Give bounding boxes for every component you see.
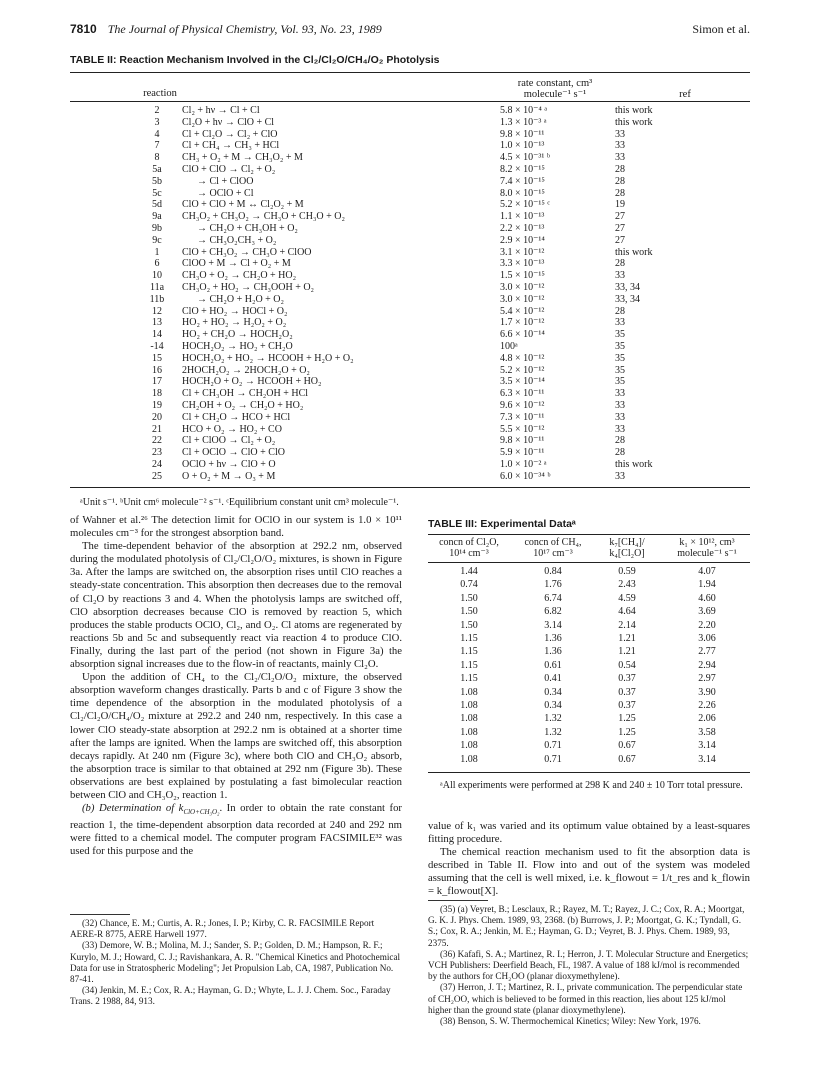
- reference: (32) Chance, E. M.; Curtis, A. R.; Jones, I. P.; Kirby, C. R. FACSIMILE Report AERE-R 8775, AERE Harwell 1977.: [70, 918, 375, 940]
- reference: (35) (a) Veyret, B.; Lesclaux, R.; Rayez, M. T.; Rayez, J. C.; Cox, R. A.; Moortgat, G. K. J. Phys. Chem. 1989, 93, 2368. (b) Burrows, J. P.; Moortgat, G. K.; Tyndall, G. S.; Cox, R. A.; Jenkin, M. E.; Hayman, G. D.; Veyret, B. J. Phys. Chem. 1989, 93, 2375.: [428, 904, 745, 948]
- table3-header-k1: [664, 537, 750, 559]
- rate-constant: 1.0 × 10⁻¹³: [500, 140, 545, 152]
- table2-row: [70, 413, 750, 424]
- reaction-number: 15: [152, 352, 162, 364]
- table3-cell: 3.14: [698, 753, 716, 765]
- table3-footnote: ᵃAll experiments were performed at 298 K and 240 ± 10 Torr total pressure.: [440, 780, 743, 791]
- right-references: [428, 904, 750, 1027]
- table3-cell: 1.15: [460, 633, 478, 644]
- reaction-equation: HOCH₂O + O₂ → HCOOH + HO₂: [182, 376, 322, 388]
- rate-constant: 4.8 × 10⁻¹²: [500, 352, 545, 364]
- table3-cell: 1.21: [618, 633, 636, 644]
- table3-cell: 1.15: [460, 673, 478, 685]
- table3-cell: 1.08: [460, 700, 478, 711]
- reaction-number: 25: [152, 470, 162, 482]
- table2-row: [70, 436, 750, 447]
- table3-cell: 6.82: [544, 606, 562, 618]
- table3-cell: 1.08: [460, 726, 478, 738]
- reaction-equation: CH₃O₂ + CH₃O₂ → CH₃O + CH₃O + O₂: [182, 211, 345, 223]
- table3-cell: 0.71: [544, 753, 562, 765]
- rate-constant: 8.0 × 10⁻¹⁵: [500, 187, 545, 199]
- reaction-equation: Cl₂O + hν → ClO + Cl: [182, 116, 275, 128]
- table3-cell: 1.44: [460, 566, 478, 577]
- table2-row: [70, 472, 750, 483]
- table2-row: [70, 366, 750, 377]
- reference-cell: 35: [615, 352, 625, 364]
- rate-constant: 100ᵃ: [500, 341, 518, 352]
- table3-cell: 1.50: [460, 606, 478, 618]
- table2-row: [70, 295, 750, 306]
- table2-row: [70, 106, 750, 117]
- reaction-number: 24: [152, 459, 162, 470]
- rate-constant: 5.2 × 10⁻¹⁵ ᶜ: [500, 199, 550, 211]
- paragraph: [70, 802, 402, 859]
- reaction-equation: ClO + HO₂ → HOCl + O₂: [182, 305, 288, 317]
- table3-cell: 0.59: [618, 566, 636, 577]
- reference-cell: 33: [615, 470, 625, 482]
- reference-cell: 28: [615, 258, 625, 270]
- table2-row: [70, 130, 750, 141]
- paragraph: The time-dependent behavior of the absorption at 292.2 nm, observed during the modulated photolysis of Cl₂/Cl₂O/O₂ mixtures, is shown in Figure 3a. After the lamps are switched on, the absorption rises until ClO reaches a steady-state concentration. This absorption then decreases due to the removal of Cl₂O by reactions 3 and 4. When the photolysis lamps are switched off, ClO absorption decreases because ClO is removed by reaction 5, which produces the stable products OClO, Cl₂, and O₂. Cl atoms are regenerated by reactions 5b and 5c and subsequently react via reaction 4 to produce ClO. Finally, during the last part of the period (not shown in Figure 3a) the absorption signal increases due to the flow-in of reactants, mainly Cl₂O.: [70, 540, 402, 671]
- table2-header-reaction: reaction: [143, 88, 177, 99]
- reaction-number: 22: [152, 435, 162, 447]
- table3-cell: 0.84: [544, 566, 562, 577]
- table3-cell: 4.64: [618, 606, 636, 618]
- reaction-number: 5c: [152, 187, 162, 199]
- section-heading: (b) Determination of k: [82, 802, 184, 815]
- table3-cell: 0.71: [544, 740, 562, 752]
- reference-cell: 35: [615, 341, 625, 352]
- table2-row: [70, 460, 750, 471]
- reference-cell: 33: [615, 140, 625, 152]
- table3-cell: 4.07: [698, 566, 716, 577]
- table3-row: [428, 566, 750, 578]
- table3-cell: 1.36: [544, 646, 562, 658]
- header-line: 10¹⁷ cm⁻³: [533, 548, 573, 559]
- table2-row: [70, 153, 750, 164]
- reaction-equation: HO₂ + HO₂ → H₂O₂ + O₂: [182, 317, 287, 329]
- table3-cell: 1.08: [460, 753, 478, 765]
- reaction-number: 17: [152, 376, 162, 388]
- reference-cell: 28: [615, 305, 625, 317]
- reaction-equation: ClO + ClO + M ↔ Cl₂O₂ + M: [182, 199, 304, 211]
- table3-cell: 3.06: [698, 633, 716, 644]
- reference-cell: 27: [615, 234, 625, 246]
- rate-constant: 5.9 × 10⁻¹¹: [500, 447, 545, 459]
- reaction-equation: ClO + CH₃O₂ → CH₃O + ClOO: [182, 246, 312, 258]
- table3-cell: 2.94: [698, 659, 716, 671]
- reaction-number: 1: [154, 246, 160, 258]
- reaction-number: 2: [154, 105, 160, 116]
- reaction-number: 10: [152, 270, 162, 282]
- reaction-number: 16: [152, 364, 162, 376]
- table3-header-ratio: [592, 537, 662, 559]
- reaction-number: 11b: [149, 293, 165, 305]
- table3-row: [428, 673, 750, 685]
- reference-cell: 35: [615, 376, 625, 388]
- reference-cell: this work: [615, 105, 653, 116]
- table3-cell: 2.43: [618, 579, 636, 591]
- rate-constant: 5.8 × 10⁻⁴ ᵃ: [500, 105, 548, 116]
- reaction-number: 5a: [152, 164, 162, 175]
- table2-row: [70, 283, 750, 294]
- reference-cell: this work: [615, 116, 653, 128]
- table3-cell: 1.15: [460, 646, 478, 658]
- rate-constant: 9.8 × 10⁻¹¹: [500, 128, 545, 140]
- table3-cell: 1.25: [618, 713, 636, 725]
- table3-cell: 3.58: [698, 726, 716, 738]
- table2-top-rule: [70, 72, 750, 73]
- rate-constant: 1.3 × 10⁻³ ᵃ: [500, 116, 547, 128]
- reaction-equation: → CH₃O₂CH₃ + O₂: [182, 234, 277, 246]
- reaction-number: 3: [154, 116, 160, 128]
- reaction-number: 4: [154, 128, 160, 140]
- reaction-number: 14: [152, 329, 162, 341]
- reaction-equation: → CH₂O + CH₃OH + O₂: [182, 223, 298, 234]
- table3-cell: 3.90: [698, 686, 716, 698]
- table2-row: [70, 389, 750, 400]
- table3-row: [428, 633, 750, 645]
- table3-label: TABLE III:: [428, 518, 478, 530]
- table2-row: [70, 189, 750, 200]
- table3-cell: 1.08: [460, 740, 478, 752]
- reference-cell: this work: [615, 246, 653, 258]
- table3-cell: 2.97: [698, 673, 716, 685]
- table3-row: [428, 740, 750, 752]
- table3-cell: 0.34: [544, 686, 562, 698]
- table3-cell: 0.67: [618, 753, 636, 765]
- table2-row: [70, 224, 750, 235]
- reference-cell: 35: [615, 364, 625, 376]
- table3-cell: 3.69: [698, 606, 716, 618]
- rate-constant: 1.5 × 10⁻¹⁵: [500, 270, 545, 282]
- reaction-equation: Cl + OClO → ClO + ClO: [182, 447, 285, 459]
- rate-constant: 6.3 × 10⁻¹¹: [500, 388, 545, 400]
- table3-cell: 2.14: [618, 619, 636, 631]
- reaction-equation: 2HOCH₂O₂ → 2HOCH₂O + O₂: [182, 364, 310, 376]
- left-footnote-rule: [70, 914, 130, 915]
- table3-cell: 6.74: [544, 592, 562, 604]
- table2-caption: [70, 54, 439, 66]
- reference: (36) Kafafi, S. A.; Martinez, R. I.; Herron, J. T. Molecular Structure and Energetics; VCH Publishers: Deerfield Beach, FL, 1987. A value of 188 kJ/mol is recommended by the authors for CH₂OO (planar dioxymethylene).: [428, 948, 749, 982]
- rate-constant: 7.4 × 10⁻¹⁵: [500, 175, 545, 187]
- table2-row: [70, 165, 750, 176]
- header-line: k₁ × 10¹², cm³: [679, 537, 735, 548]
- reference-cell: 28: [615, 187, 625, 199]
- reaction-equation: O + O₂ + M → O₃ + M: [182, 470, 276, 482]
- reaction-number: 9b: [152, 223, 162, 234]
- reference-cell: 27: [615, 223, 625, 234]
- table2-row: [70, 248, 750, 259]
- rate-constant: 2.9 × 10⁻¹⁴: [500, 234, 545, 246]
- table3-top-rule: [428, 534, 750, 535]
- table2-row: [70, 401, 750, 412]
- reference-cell: this work: [615, 459, 653, 470]
- table2-title: Reaction Mechanism Involved in the Cl₂/Cl₂O/CH₄/O₂ Photolysis: [119, 54, 440, 66]
- reaction-equation: HO₂ + CH₂O → HOCH₂O₂: [182, 329, 293, 341]
- reaction-equation: ClOO + M → Cl + O₂ + M: [182, 258, 291, 270]
- table3-cell: 1.15: [460, 659, 478, 671]
- table2-row: [70, 448, 750, 459]
- header-line: concn of CH₄,: [524, 537, 582, 548]
- header-line: molecule⁻¹ s⁻¹: [677, 548, 737, 559]
- reaction-equation: HCO + O₂ → HO₂ + CO: [182, 423, 282, 435]
- paragraph-text: In order to obtain the rate constant for reaction 1, the time-dependent absorption data recorded at 240 and 292 nm were fitted to a chemical model. The computer program FACSIMILE³² was used for this purpose and the: [70, 802, 402, 858]
- paragraph: The chemical reaction mechanism used to fit the absorption data is described in Table II. Flow into and out of the system was modeled assuming that the cell is well mixed, i.e. k_flowout = 1/t_res and k_flowin = k_flowout[X].: [428, 846, 750, 898]
- reaction-equation: ClO + ClO → Cl₂ + O₂: [182, 164, 276, 175]
- reference: (34) Jenkin, M. E.; Cox, R. A.; Hayman, G. D.; Whyte, L. J. J. Chem. Soc., Faraday Trans. 2 1988, 84, 913.: [70, 985, 391, 1007]
- reaction-equation: → OClO + Cl: [182, 187, 254, 199]
- table2-row: [70, 354, 750, 365]
- reaction-number: 5d: [152, 199, 162, 211]
- table3-header-cl2o: [428, 537, 510, 559]
- paragraph: Upon the addition of CH₄ to the Cl₂/Cl₂O/O₂ mixture, the observed absorption waveform changes drastically. Parts b and c of Figure 3 show the time dependence of the absorption in the modulated photolysis of a Cl₂/Cl₂O/CH₄/O₂ mixture at 292.2 and 240 nm, respectively. In this case a lower ClO steady-state absorption at 292.2 nm is obtained at a shorter time after the lamps are ignited. When the lamps are switched off, this absorption decays rapidly. At 240 nm (Figure 3c), where both ClO and CH₃O₂ absorb, the absorption trace is similar to that obtained at 292 nm (Figure 3b). These observations are best explained by postulating a fast bimolecular reaction between ClO and CH₃O₂, reaction 1.: [70, 671, 402, 801]
- reference-cell: 35: [615, 329, 625, 341]
- reaction-number: 6: [154, 258, 160, 270]
- table3-row: [428, 620, 750, 632]
- table3-cell: 4.60: [698, 592, 716, 604]
- reaction-number: 9c: [152, 234, 162, 246]
- reaction-equation: OClO + hν → ClO + O: [182, 459, 276, 470]
- table2-row: [70, 377, 750, 388]
- table3-cell: 0.67: [618, 740, 636, 752]
- rate-constant: 5.5 × 10⁻¹²: [500, 423, 545, 435]
- header-line: 10¹⁴ cm⁻³: [449, 548, 489, 559]
- table2-bottom-rule: [70, 487, 750, 488]
- reaction-number: 9a: [152, 211, 162, 223]
- right-column-text: [428, 820, 750, 899]
- rate-constant: 1.1 × 10⁻¹³: [500, 211, 545, 223]
- table3-cell: 1.32: [544, 726, 562, 738]
- reaction-number: 18: [152, 388, 162, 400]
- reaction-equation: CH₃O + O₂ → CH₂O + HO₂: [182, 270, 297, 282]
- table3-row: [428, 579, 750, 591]
- table3-cell: 0.61: [544, 659, 562, 671]
- table3-cell: 1.36: [544, 633, 562, 644]
- table2-header-rate-2: molecule⁻¹ s⁻¹: [523, 89, 587, 100]
- reference: (38) Benson, S. W. Thermochemical Kinetics; Wiley: New York, 1976.: [440, 1016, 701, 1027]
- table2-row: [70, 177, 750, 188]
- reference-cell: 33, 34: [615, 293, 640, 305]
- table3-cell: 1.08: [460, 686, 478, 698]
- table3-header-rule: [428, 562, 750, 563]
- table3-cell: 1.21: [618, 646, 636, 658]
- reaction-equation: CH₃ + O₂ + M → CH₃O₂ + M: [182, 152, 303, 164]
- reference-cell: 33: [615, 400, 625, 411]
- table3-row: [428, 606, 750, 618]
- table3-cell: 3.14: [698, 740, 716, 752]
- table3-cell: 0.37: [618, 700, 636, 711]
- reaction-equation: Cl₂ + hν → Cl + Cl: [182, 105, 260, 116]
- reaction-equation: Cl + ClOO → Cl₂ + O₂: [182, 435, 276, 447]
- table3-cell: 2.20: [698, 619, 716, 631]
- rate-constant: 5.2 × 10⁻¹²: [500, 364, 545, 376]
- reference: (37) Herron, J. T.; Martinez, R. I., private communication. The perpendicular state of CH₂OO, which is believed to be formed in this reaction, lies about 125 kJ/mol higher than the ground state (planar dioxymethylene).: [428, 982, 743, 1015]
- reaction-number: 21: [152, 423, 162, 435]
- running-header: [70, 22, 750, 38]
- reaction-number: 5b: [152, 175, 162, 187]
- table2-header-rate-1: rate constant, cm³: [517, 78, 593, 89]
- rate-constant: 5.4 × 10⁻¹²: [500, 305, 545, 317]
- reaction-number: 7: [154, 140, 160, 152]
- table3-cell: 2.26: [698, 700, 716, 711]
- reference-cell: 33: [615, 411, 625, 423]
- paragraph: value of k₁ was varied and its optimum value obtained by a least-squares fitting procedure.: [428, 820, 750, 846]
- reference-cell: 27: [615, 211, 625, 223]
- table3-cell: 0.54: [618, 659, 636, 671]
- table2-row: [70, 212, 750, 223]
- table2-row: [70, 141, 750, 152]
- reference-cell: 33: [615, 423, 625, 435]
- paragraph: of Wahner et al.²⁶ The detection limit for OClO in our system is 1.0 × 10¹¹ molecules cm⁻³ for the strongest absorption band.: [70, 514, 402, 540]
- reference-cell: 33, 34: [615, 282, 640, 293]
- table2-row: [70, 118, 750, 129]
- reaction-equation: CH₃O₂ + HO₂ → CH₃OOH + O₂: [182, 282, 315, 293]
- table3-cell: 2.06: [698, 713, 716, 725]
- table2-row: [70, 236, 750, 247]
- rate-constant: 4.5 × 10⁻³¹ ᵇ: [500, 152, 551, 164]
- reference-cell: 28: [615, 175, 625, 187]
- rate-constant: 3.0 × 10⁻¹²: [500, 293, 545, 305]
- rate-constant: 2.2 × 10⁻¹³: [500, 223, 545, 234]
- table3-title: Experimental Dataᵃ: [480, 518, 576, 530]
- rate-constant: 6.6 × 10⁻¹⁴: [500, 329, 545, 341]
- reaction-number: 12: [152, 305, 162, 317]
- header-line: concn of Cl₂O,: [439, 537, 499, 548]
- table3-row: [428, 687, 750, 699]
- table3-cell: 0.34: [544, 700, 562, 711]
- table2-row: [70, 200, 750, 211]
- rate-constant: 3.3 × 10⁻¹³: [500, 258, 545, 270]
- table2-row: [70, 318, 750, 329]
- rate-constant: 3.5 × 10⁻¹⁴: [500, 376, 545, 388]
- table2-header-ref: ref: [679, 89, 691, 100]
- table3-bottom-rule: [428, 772, 750, 773]
- reference-cell: 28: [615, 164, 625, 175]
- table3-row: [428, 713, 750, 725]
- rate-constant: 6.0 × 10⁻³⁴ ᵇ: [500, 470, 551, 482]
- reaction-equation: → CH₂O + H₂O + O₂: [182, 293, 285, 305]
- reference-cell: 33: [615, 270, 625, 282]
- left-column-text: [70, 514, 402, 859]
- rate-constant: 8.2 × 10⁻¹⁵: [500, 164, 545, 175]
- reaction-equation: Cl + CH₂O → HCO + HCl: [182, 411, 291, 423]
- reference-cell: 28: [615, 435, 625, 447]
- table3-cell: 1.50: [460, 592, 478, 604]
- rate-constant: 7.3 × 10⁻¹¹: [500, 411, 545, 423]
- reference-cell: 33: [615, 128, 625, 140]
- table3-row: [428, 660, 750, 672]
- table3-cell: 0.74: [460, 579, 478, 591]
- table3-row: [428, 727, 750, 739]
- table2-row: [70, 425, 750, 436]
- table3-row: [428, 646, 750, 658]
- table2-row: [70, 307, 750, 318]
- reaction-number: 20: [152, 411, 162, 423]
- table2-footnote: ᵃUnit s⁻¹. ᵇUnit cm⁶ molecule⁻² s⁻¹. ᶜEquilibrium constant unit cm³ molecule⁻¹.: [80, 497, 399, 508]
- reference-cell: 28: [615, 447, 625, 459]
- rate-constant: 1.0 × 10⁻² ᵃ: [500, 459, 547, 470]
- reaction-equation: → Cl + ClOO: [182, 175, 254, 187]
- reference-cell: 33: [615, 152, 625, 164]
- rate-constant: 1.7 × 10⁻¹²: [500, 317, 545, 329]
- table3-caption: [428, 518, 576, 530]
- rate-constant: 3.1 × 10⁻¹²: [500, 246, 545, 258]
- table2-label: TABLE II:: [70, 54, 117, 66]
- reference: (33) Demore, W. B.; Molina, M. J.; Sander, S. P.; Golden, D. M.; Hampson, R. F.; Kurylo, M. J.; Howard, C. J.; Ravishankara, A. R. "Chemical Kinetics and Photochemical Data for use in Stratospheric Modeling"; Jet Propulsion Lab, CA, 1987, Publication No. 87-41.: [70, 940, 401, 985]
- left-references: [70, 918, 402, 1008]
- table3-cell: 3.14: [544, 619, 562, 631]
- table3-cell: 2.77: [698, 646, 716, 658]
- reference-cell: 19: [615, 199, 625, 211]
- table3-cell: 1.08: [460, 713, 478, 725]
- reference-cell: 33: [615, 388, 625, 400]
- reaction-equation: CH₂OH + O₂ → CH₂O + HO₂: [182, 400, 304, 411]
- table2-row: [70, 330, 750, 341]
- table3-row: [428, 593, 750, 605]
- reaction-number: 8: [154, 152, 160, 164]
- reference-cell: 33: [615, 317, 625, 329]
- table3-cell: 1.94: [698, 579, 716, 591]
- right-footnote-rule: [428, 900, 488, 901]
- table3-row: [428, 700, 750, 712]
- reaction-equation: Cl + CH₄ → CH₃ + HCl: [182, 140, 280, 152]
- section-heading-subscript: ClO+CH₃O₂: [183, 808, 220, 817]
- reaction-equation: Cl + Cl₂O → Cl₂ + ClO: [182, 128, 278, 140]
- header-line: k₇[CH₄]/: [609, 537, 645, 548]
- table2-header-rule: [70, 101, 750, 102]
- page-number: 7810: [70, 22, 97, 36]
- reaction-number: -14: [150, 341, 164, 352]
- table3-cell: 0.37: [618, 673, 636, 685]
- rate-constant: 3.0 × 10⁻¹²: [500, 282, 545, 293]
- table3-cell: 0.41: [544, 673, 562, 685]
- reaction-equation: HOCH₂O₂ + HO₂ → HCOOH + H₂O + O₂: [182, 352, 354, 364]
- journal-title: The Journal of Physical Chemistry, Vol. 93, No. 23, 1989: [107, 22, 382, 36]
- section-heading-period: .: [219, 802, 223, 815]
- reaction-equation: Cl + CH₃OH → CH₂OH + HCl: [182, 388, 309, 400]
- table2-row: [70, 259, 750, 270]
- running-authors: Simon et al.: [692, 22, 750, 36]
- table2-row: [70, 342, 750, 353]
- reaction-number: 19: [152, 400, 162, 411]
- table2-row: [70, 271, 750, 282]
- reaction-number: 11a: [149, 282, 165, 293]
- table3-header-ch4: [512, 537, 594, 559]
- table3-row: [428, 754, 750, 766]
- rate-constant: 9.8 × 10⁻¹¹: [500, 435, 545, 447]
- table3-cell: 4.59: [618, 592, 636, 604]
- table3-cell: 1.76: [544, 579, 562, 591]
- table3-cell: 1.32: [544, 713, 562, 725]
- reaction-equation: HOCH₂O₂ → HO₂ + CH₂O: [182, 341, 293, 352]
- reaction-number: 23: [152, 447, 162, 459]
- reaction-number: 13: [152, 317, 162, 329]
- table3-cell: 0.37: [618, 686, 636, 698]
- header-line: k₄[Cl₂O]: [609, 548, 645, 559]
- rate-constant: 9.6 × 10⁻¹²: [500, 400, 545, 411]
- table3-cell: 1.25: [618, 726, 636, 738]
- table3-cell: 1.50: [460, 619, 478, 631]
